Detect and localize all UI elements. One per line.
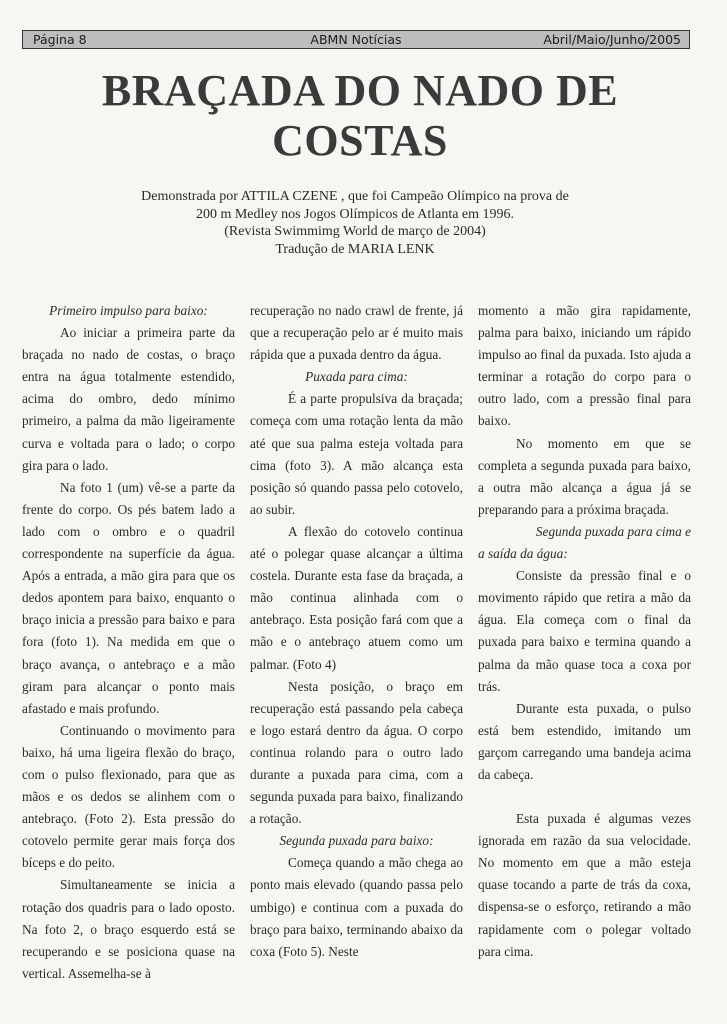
paragraph-continued: recuperação no nado crawl de frente, já que a recuperação pelo ar é muito mais rápida que a puxada dentro da água. — [250, 303, 463, 363]
byline-line4: Tradução de MARIA LENK — [275, 241, 435, 257]
article-title — [60, 66, 660, 166]
section-heading-continued: a saída da água: — [478, 546, 568, 562]
section-heading: Primeiro impulso para baixo: — [49, 303, 208, 318]
paragraph: É a parte propulsiva da braçada; começa com uma rotação lenta da mão até que sua palma esteja voltada para cima (foto 3). A mão alcança esta posição só quando passa pelo cotovelo, ao subir. — [250, 391, 463, 517]
issue-date: Abril/Maio/Junho/2005 — [543, 32, 681, 47]
page-header-bar — [22, 30, 690, 49]
page-number: Página 8 — [33, 32, 87, 47]
paragraph: Simultaneamente se inicia a rotação dos quadris para o lado oposto. Na foto 2, o braço esquerdo está se recuperando e se posiciona quase na vertical. Assemelha-se à — [22, 877, 235, 981]
paragraph: Nesta posição, o braço em recuperação está passando pela cabeça e logo estará dentro da água. O corpo continua rolando para o outro lado durante a puxada para cima, com a segunda puxada para baixo, finalizando a rotação. — [250, 678, 463, 827]
paragraph: Começa quando a mão chega ao ponto mais elevado (quando passa pelo umbigo) e continua com a puxada do braço para baixo, terminando abaixo da coxa (Foto 5). Neste — [250, 855, 463, 959]
section-heading: Segunda puxada para cima e — [535, 523, 691, 539]
article-byline — [120, 188, 590, 258]
text-column-2 — [250, 300, 463, 963]
text-column-3 — [478, 300, 691, 963]
article-title-line1: BRAÇADA DO NADO DE — [101, 66, 619, 115]
paragraph: Continuando o movimento para baixo, há uma ligeira flexão do braço, com o pulso flexionado, para que as mãos e os dedos se alinhem com o antebraço. (Foto 2). Esta pressão do cotovelo permite gerar mais força dos bíceps e do peito. — [22, 722, 235, 871]
paragraph: Esta puxada é algumas vezes ignorada em razão da sua velocidade. No momento em que a mão esteja quase tocando a parte de trás da coxa, dispensa-se o esforço, retirando a mão rapidamente com o polegar voltado para cima. — [478, 811, 691, 959]
paragraph: Na foto 1 (um) vê-se a parte da frente do corpo. Os pés batem lado a lado com o ombro e o quadril correspondente na superfície da água. Após a entrada, a mão gira para que os dedos apontem para baixo, enquanto o braço inicia a pressão para baixo e para fora (foto 1). Na medida em que o braço avança, o antebraço e a mão giram para alcançar o ponto mais afastado e mais profundo. — [22, 479, 235, 716]
byline-line2: 200 m Medley nos Jogos Olímpicos de Atlanta em 1996. — [195, 206, 515, 222]
paragraph-spacer — [478, 786, 691, 808]
publication-name: ABMN Notícias — [310, 32, 402, 47]
paragraph: A flexão do cotovelo continua até o polegar quase alcançar a última costela. Durante esta fase da braçada, a mão continua alinhada com o antebraço. Esta posição fará com que a mão e o antebraço atuem como um palmar. (Foto 4) — [250, 523, 463, 672]
section-heading: Puxada para cima: — [305, 369, 408, 385]
paragraph: No momento em que se completa a segunda puxada para baixo, a outra mão alcança a água já se preparando para a próxima braçada. — [478, 435, 691, 517]
byline-line1: Demonstrada por ATTILA CZENE , que foi Campeão Olímpico na prova de — [141, 189, 569, 204]
byline-line3: (Revista Swimmimg World de março de 2004) — [224, 224, 486, 239]
text-column-1 — [22, 300, 235, 985]
paragraph: Durante esta puxada, o pulso está bem estendido, imitando um garçom carregando uma bandeja acima da cabeça. — [478, 700, 691, 782]
paragraph: Ao iniciar a primeira parte da braçada no nado de costas, o braço entra na água totalmente estendido, acima do ombro, dedo mínimo primeiro, a palma da mão ligeiramente curva e voltada para o lado; o corpo gira para o lado. — [22, 325, 235, 473]
paragraph-continued: momento a mão gira rapidamente, palma para baixo, iniciando um rápido impulso ao final da puxada. Isto ajuda a terminar a rotação do corpo para o outro lado, com a pressão final para baixo. — [478, 303, 691, 429]
paragraph: Consiste da pressão final e o movimento rápido que retira a mão da água. Ela começa com o final da puxada para baixo e termina quando a palma da mão quase toca a coxa por trás. — [478, 568, 691, 694]
article-title-line2: COSTAS — [272, 116, 448, 165]
section-heading: Segunda puxada para baixo: — [279, 833, 434, 849]
